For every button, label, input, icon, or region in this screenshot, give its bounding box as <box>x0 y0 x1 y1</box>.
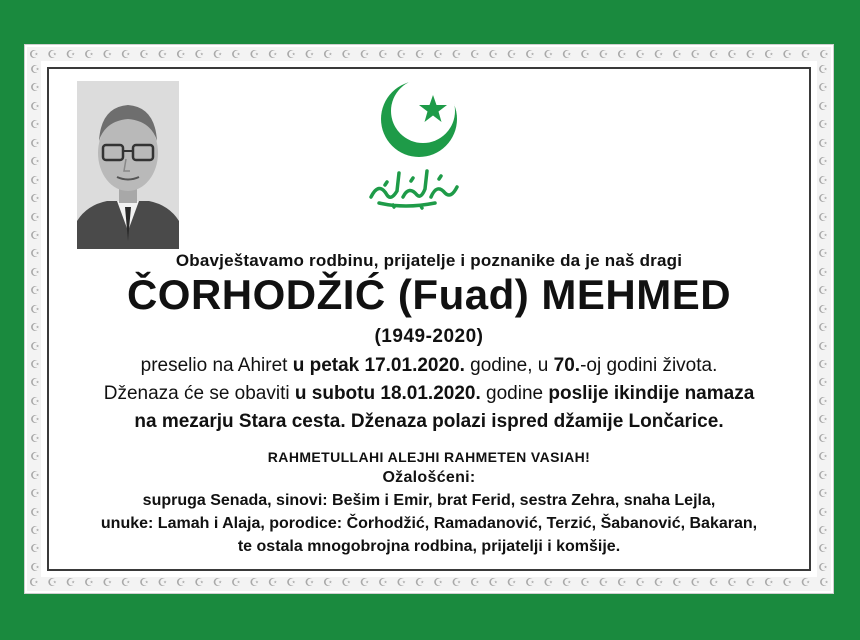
crescent-star-emblem <box>369 79 469 209</box>
crescent-star-icon: ☪ <box>580 48 591 61</box>
crescent-star-icon: ☪ <box>818 468 828 482</box>
crescent-star-icon: ☪ <box>30 118 40 132</box>
crescent-star-icon: ☪ <box>29 576 39 589</box>
crescent-border-top <box>29 48 829 62</box>
obituary-card <box>24 44 834 594</box>
crescent-star-icon: ☪ <box>304 576 315 589</box>
crescent-star-icon: ☪ <box>30 210 40 224</box>
crescent-star-icon: ☪ <box>782 576 793 589</box>
crescent-star-icon: ☪ <box>800 576 811 589</box>
crescent-star-icon: ☪ <box>800 48 811 61</box>
crescent-star-icon: ☪ <box>819 576 829 589</box>
crescent-star-icon: ☪ <box>341 48 352 61</box>
crescent-star-icon: ☪ <box>818 413 828 427</box>
crescent-star-icon: ☪ <box>635 48 646 61</box>
crescent-star-icon: ☪ <box>267 48 278 61</box>
crescent-star-icon: ☪ <box>30 339 40 353</box>
crescent-star-icon: ☪ <box>102 48 113 61</box>
crescent-star-icon: ☪ <box>690 48 701 61</box>
crescent-star-icon: ☪ <box>84 576 94 589</box>
death-date-line <box>47 355 811 377</box>
crescent-star-icon: ☪ <box>378 576 388 589</box>
crescent-star-icon: ☪ <box>30 192 40 206</box>
crescent-star-icon: ☪ <box>30 450 40 464</box>
crescent-star-icon: ☪ <box>818 155 828 169</box>
crescent-star-icon: ☪ <box>818 542 828 556</box>
crescent-star-icon: ☪ <box>30 394 40 408</box>
crescent-star-icon: ☪ <box>249 48 260 61</box>
crescent-star-icon: ☪ <box>194 48 205 61</box>
crescent-star-icon: ☪ <box>818 505 828 519</box>
crescent-star-icon: ☪ <box>818 321 828 335</box>
crescent-star-icon: ☪ <box>617 48 627 61</box>
crescent-star-icon: ☪ <box>30 321 40 335</box>
crescent-star-icon: ☪ <box>818 63 828 76</box>
crescent-star-icon: ☪ <box>818 99 828 113</box>
funeral-line <box>47 383 811 405</box>
crescent-star-icon: ☪ <box>818 81 828 95</box>
crescent-star-icon: ☪ <box>120 48 131 61</box>
crescent-star-icon: ☪ <box>120 576 131 589</box>
crescent-star-icon: ☪ <box>708 48 719 61</box>
crescent-star-icon: ☪ <box>598 576 609 589</box>
crescent-star-icon: ☪ <box>249 576 260 589</box>
crescent-star-icon: ☪ <box>672 48 682 61</box>
crescent-star-icon: ☪ <box>818 210 828 224</box>
crescent-star-icon: ☪ <box>433 48 444 61</box>
crescent-star-icon: ☪ <box>561 576 572 589</box>
crescent-star-icon: ☪ <box>727 576 738 589</box>
crescent-star-icon: ☪ <box>65 48 76 61</box>
death-text: preselio na Ahiret <box>140 355 293 376</box>
crescent-star-icon: ☪ <box>30 358 40 371</box>
crescent-star-icon: ☪ <box>212 576 223 589</box>
crescent-star-icon: ☪ <box>231 48 241 61</box>
funeral-text: godine <box>480 383 549 404</box>
portrait-illustration <box>77 81 179 249</box>
mourners-line: supruga Senada, sinovi: Bešim i Emir, brat Ferid, sestra Zehra, snaha Lejla, <box>142 492 716 509</box>
crescent-star-icon: ☪ <box>818 302 828 316</box>
death-text: -oj godini života. <box>580 355 718 376</box>
crescent-star-icon: ☪ <box>30 247 40 261</box>
mourners-title: Ožalošćeni: <box>382 469 476 486</box>
crescent-star-icon: ☪ <box>30 63 40 76</box>
funeral-date: u subotu 18.01.2020. <box>294 383 481 404</box>
crescent-star-icon: ☪ <box>30 413 40 427</box>
crescent-star-icon: ☪ <box>672 576 682 589</box>
prayer-text: RAHMETULLAHI ALEJHI RAHMETEN VASIAH! <box>267 449 591 465</box>
crescent-star-icon: ☪ <box>414 48 425 61</box>
crescent-star-icon: ☪ <box>176 48 186 61</box>
crescent-star-icon: ☪ <box>818 284 828 298</box>
crescent-star-icon: ☪ <box>451 48 462 61</box>
crescent-star-icon: ☪ <box>231 576 241 589</box>
mourners-line: te ostala mnogobrojna rodbina, prijatelji i komšije. <box>237 538 621 555</box>
crescent-star-icon: ☪ <box>286 576 297 589</box>
crescent-star-icon: ☪ <box>433 576 444 589</box>
crescent-star-icon: ☪ <box>543 576 554 589</box>
crescent-star-icon: ☪ <box>690 576 701 589</box>
crescent-star-icon: ☪ <box>561 48 572 61</box>
crescent-star-icon: ☪ <box>30 523 40 537</box>
crescent-star-icon: ☪ <box>488 576 499 589</box>
crescent-star-icon: ☪ <box>30 505 40 519</box>
crescent-star-icon: ☪ <box>102 576 113 589</box>
crescent-star-icon: ☪ <box>818 358 828 371</box>
funeral-location: na mezarju Stara cesta. Dženaza polazi ispred džamije Lončarice. <box>134 411 724 432</box>
crescent-star-icon: ☪ <box>818 173 828 187</box>
crescent-star-icon: ☪ <box>818 247 828 261</box>
crescent-star-icon: ☪ <box>323 48 333 61</box>
crescent-star-icon: ☪ <box>818 450 828 464</box>
crescent-star-icon: ☪ <box>30 431 40 445</box>
crescent-star-icon: ☪ <box>470 576 480 589</box>
crescent-star-icon: ☪ <box>30 487 40 501</box>
crescent-star-icon: ☪ <box>30 560 40 574</box>
crescent-border-bottom <box>29 576 829 590</box>
crescent-star-icon: ☪ <box>396 576 407 589</box>
crescent-star-icon: ☪ <box>764 48 774 61</box>
crescent-star-icon: ☪ <box>29 48 39 61</box>
death-date: u petak 17.01.2020. <box>292 355 465 376</box>
crescent-star-icon: ☪ <box>323 576 333 589</box>
crescent-star-icon: ☪ <box>818 560 828 574</box>
crescent-star-icon: ☪ <box>543 48 554 61</box>
crescent-star-icon: ☪ <box>30 468 40 482</box>
crescent-star-icon: ☪ <box>139 48 150 61</box>
crescent-star-icon: ☪ <box>359 48 370 61</box>
crescent-star-icon: ☪ <box>653 48 664 61</box>
crescent-star-icon: ☪ <box>818 487 828 501</box>
crescent-star-icon: ☪ <box>30 376 40 390</box>
crescent-star-icon: ☪ <box>30 136 40 150</box>
funeral-time: poslije ikindije namaza <box>548 383 755 404</box>
crescent-star-icon: ☪ <box>818 523 828 537</box>
crescent-star-icon: ☪ <box>506 48 517 61</box>
deceased-name: ČORHODŽIĆ (Fuad) MEHMED <box>126 271 732 318</box>
crescent-star-icon: ☪ <box>617 576 627 589</box>
crescent-star-icon: ☪ <box>378 48 388 61</box>
crescent-star-icon: ☪ <box>653 576 664 589</box>
crescent-star-icon: ☪ <box>635 576 646 589</box>
age: 70. <box>553 355 581 376</box>
crescent-star-icon: ☪ <box>580 576 591 589</box>
life-years: (1949-2020) <box>374 326 484 347</box>
crescent-star-icon: ☪ <box>506 576 517 589</box>
crescent-star-icon: ☪ <box>176 576 186 589</box>
crescent-star-icon: ☪ <box>598 48 609 61</box>
crescent-star-icon: ☪ <box>708 576 719 589</box>
crescent-star-icon: ☪ <box>818 376 828 390</box>
crescent-star-icon: ☪ <box>818 118 828 132</box>
crescent-star-icon: ☪ <box>65 576 76 589</box>
crescent-star-icon: ☪ <box>525 576 535 589</box>
crescent-star-icon: ☪ <box>157 576 168 589</box>
crescent-star-icon: ☪ <box>818 136 828 150</box>
crescent-star-icon: ☪ <box>30 99 40 113</box>
crescent-star-icon: ☪ <box>764 576 774 589</box>
crescent-border-left <box>28 63 42 575</box>
arabic-calligraphy-icon <box>365 161 465 211</box>
crescent-star-icon: ☪ <box>194 576 205 589</box>
crescent-star-icon: ☪ <box>30 228 40 242</box>
crescent-star-icon: ☪ <box>470 48 480 61</box>
crescent-star-icon: ☪ <box>745 576 756 589</box>
crescent-star-icon: ☪ <box>525 48 535 61</box>
crescent-star-icon: ☪ <box>488 48 499 61</box>
portrait-photo <box>77 81 179 249</box>
crescent-star-icon: ☪ <box>47 48 58 61</box>
intro-text: Obavještavamo rodbinu, prijatelje i poznanike da je naš dragi <box>175 251 683 270</box>
crescent-star-icon: ☪ <box>818 192 828 206</box>
crescent-star-icon: ☪ <box>139 576 150 589</box>
crescent-star-icon: ☪ <box>286 48 297 61</box>
crescent-star-icon: ☪ <box>818 265 828 279</box>
crescent-star-icon: ☪ <box>819 48 829 61</box>
crescent-star-icon: ☪ <box>30 302 40 316</box>
funeral-text: Dženaza će se obaviti <box>103 383 295 404</box>
crescent-star-icon: ☪ <box>818 228 828 242</box>
crescent-star-icon: ☪ <box>212 48 223 61</box>
crescent-star-icon: ☪ <box>341 576 352 589</box>
crescent-star-icon: ☪ <box>451 576 462 589</box>
crescent-star-icon: ☪ <box>745 48 756 61</box>
crescent-star-icon: ☪ <box>30 284 40 298</box>
crescent-star-icon: ☪ <box>30 81 40 95</box>
crescent-star-icon: ☪ <box>30 173 40 187</box>
death-text: godine, u <box>464 355 554 376</box>
crescent-star-icon: ☪ <box>47 576 58 589</box>
mourners-line: unuke: Lamah i Alaja, porodice: Čorhodžić, Ramadanović, Terzić, Šabanović, Bakaran, <box>100 515 758 532</box>
crescent-star-icon: ☪ <box>359 576 370 589</box>
crescent-border-right <box>816 63 830 575</box>
crescent-star-icon: ☪ <box>818 431 828 445</box>
crescent-star-icon: ☪ <box>30 155 40 169</box>
crescent-star-icon: ☪ <box>30 265 40 279</box>
crescent-star-icon: ☪ <box>782 48 793 61</box>
crescent-star-icon: ☪ <box>818 394 828 408</box>
crescent-star-icon: ☪ <box>84 48 94 61</box>
crescent-star-icon: ☪ <box>396 48 407 61</box>
crescent-star-icon: ☪ <box>304 48 315 61</box>
crescent-star-icon: ☪ <box>818 339 828 353</box>
crescent-star-icon: ☪ <box>414 576 425 589</box>
crescent-star-icon: ☪ <box>157 48 168 61</box>
crescent-star-icon: ☪ <box>30 542 40 556</box>
crescent-star-icon: ☪ <box>727 48 738 61</box>
crescent-star-icon: ☪ <box>267 576 278 589</box>
